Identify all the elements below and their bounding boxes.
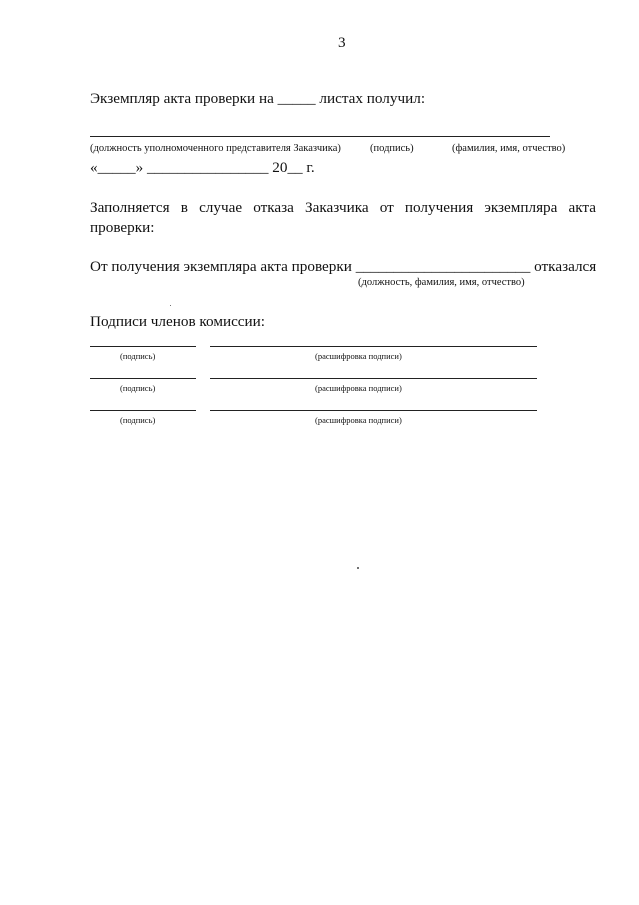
decoding-caption: (расшифровка подписи) bbox=[315, 383, 402, 393]
page-number: 3 bbox=[338, 34, 346, 51]
full-name-caption: (фамилия, имя, отчество) bbox=[452, 143, 566, 154]
refusal-note-line-2: проверки: bbox=[90, 219, 155, 236]
signature-rule bbox=[90, 410, 196, 411]
signature-row bbox=[0, 346, 639, 378]
refusal-note-line-1: Заполняется в случае отказа Заказчика от получения экземпляра акта bbox=[90, 199, 596, 216]
position-caption: (должность уполномоченного представителя Заказчика) bbox=[90, 143, 341, 154]
receipt-statement: Экземпляр акта проверки на _____ листах получил: bbox=[90, 90, 426, 107]
signature-rule bbox=[90, 346, 196, 347]
signature-caption: (подпись) bbox=[120, 383, 156, 393]
receipt-signature-rule bbox=[90, 136, 550, 137]
signature-rule bbox=[90, 378, 196, 379]
signature-caption: (подпись) bbox=[120, 351, 156, 361]
refusal-statement: От получения экземпляра акта проверки _______________________ отказался bbox=[90, 258, 597, 275]
scan-speck bbox=[170, 305, 171, 306]
decoding-rule bbox=[210, 378, 537, 379]
signature-caption: (подпись) bbox=[120, 415, 156, 425]
signature-caption: (подпись) bbox=[370, 143, 414, 154]
date-line: «_____» ________________ 20__ г. bbox=[90, 159, 315, 176]
decoding-caption: (расшифровка подписи) bbox=[315, 351, 402, 361]
decoding-caption: (расшифровка подписи) bbox=[315, 415, 402, 425]
signature-row bbox=[0, 410, 639, 442]
commission-signatures bbox=[0, 346, 639, 442]
commission-title: Подписи членов комиссии: bbox=[90, 313, 266, 330]
scan-speck bbox=[357, 567, 359, 569]
signature-row bbox=[0, 378, 639, 410]
refusal-caption: (должность, фамилия, имя, отчество) bbox=[358, 277, 525, 288]
decoding-rule bbox=[210, 346, 537, 347]
decoding-rule bbox=[210, 410, 537, 411]
